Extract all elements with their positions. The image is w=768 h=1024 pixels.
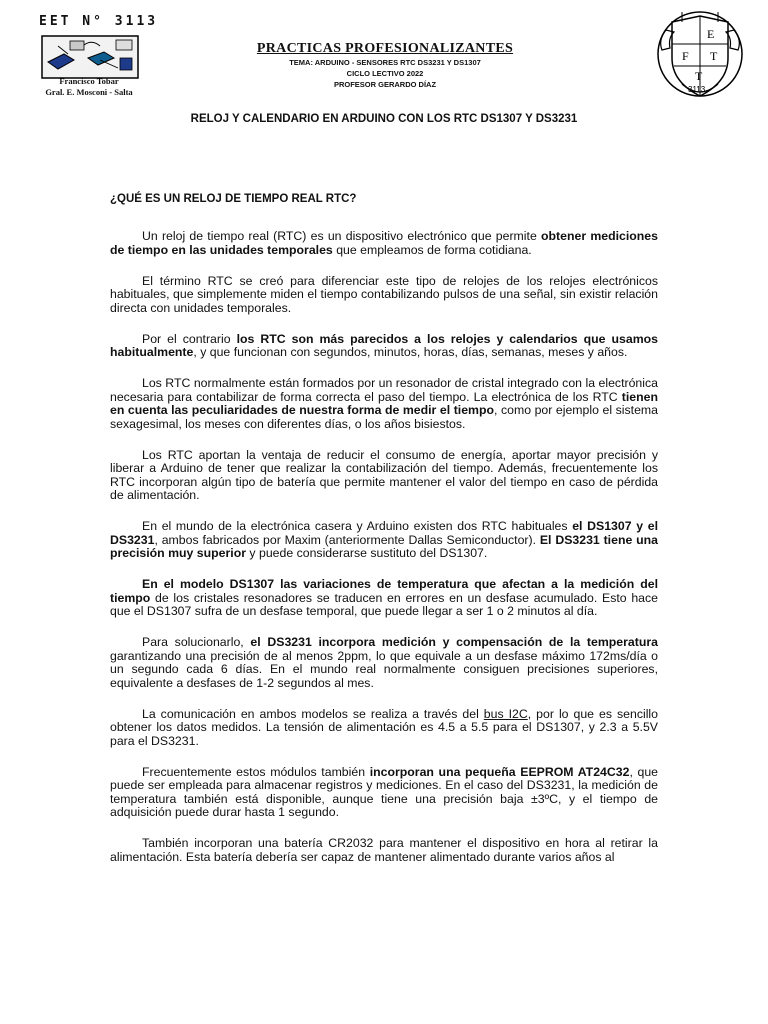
- school-line-2: Gral. E. Mosconi - Salta: [45, 87, 133, 97]
- header-cycle: CICLO LECTIVO 2022: [346, 69, 424, 78]
- crest-letter-e: E: [707, 27, 715, 41]
- school-name: EET N° 3113: [39, 14, 159, 29]
- header-info: [150, 40, 620, 90]
- school-line-1: Francisco Tobar: [59, 76, 119, 86]
- paragraph: Los RTC normalmente están formados por un resonador de cristal integrado con la electrónica necesaria para contabilizar de forma correcta el paso del tiempo. La electrónica de los RTC tienen en cuenta las peculiaridades de nuestra forma de medir el tiempo, como por ejemplo el sistema sexagesimal, los meses con diferentes días, o los años bisiestos.: [110, 376, 658, 431]
- crest-letter-t2: T: [695, 69, 703, 83]
- paragraph: En el mundo de la electrónica casera y Arduino existen dos RTC habituales el DS1307 y el DS3231, ambos fabricados por Maxim (anteriormente Dallas Semiconductor). El DS3231 tiene una precisión muy superior y puede considerarse sustituto del DS1307.: [110, 519, 658, 560]
- paragraph: Para solucionarlo, el DS3231 incorpora medición y compensación de la temperatura garantizando una precisión de al menos 2ppm, lo que equivale a un desfase máximo 172ms/día o un segundo cada 6 días. En el mundo real normalmente consiguen precisiones superiores, equivalente a desfases de 1-2 segundos al mes.: [110, 635, 658, 690]
- paragraph: El término RTC se creó para diferenciar este tipo de relojes de los relojes electrónicos habituales, que simplemente miden el tiempo contabilizando pulsos de una señal, sin existir relación directa con unidades temporales.: [110, 273, 658, 315]
- page-title: PRACTICAS PROFESIONALIZANTES: [256, 41, 514, 56]
- paragraph: En el modelo DS1307 las variaciones de temperatura que afectan a la medición del tiempo de los cristales resonadores se traducen en errores en un desfase acumulado. Esto hace que el DS1307 sufra de un desfase temporal, que puede llegar a ser 1 o 2 minutos al día.: [110, 577, 658, 618]
- paragraph: La comunicación en ambos modelos se realiza a través del bus I2C, por lo que es sencillo obtener los datos medidos. La tensión de alimentación es 4.5 a 5.5 para el DS1307, y 2.3 a 5.5V para el DS3231.: [110, 706, 658, 748]
- section-heading: ¿QUÉ ES UN RELOJ DE TIEMPO REAL RTC?: [110, 193, 357, 205]
- page-header: [0, 0, 768, 105]
- document-title: RELOJ Y CALENDARIO EN ARDUINO CON LOS RTC DS1307 Y DS3231: [190, 113, 578, 125]
- paragraph: Frecuentemente estos módulos también incorporan una pequeña EEPROM AT24C32, que puede ser empleada para almacenar registros y mediciones. En el caso del DS3231, la medición de temperatura también está disponible, aunque tiene una precisión baja ±3ºC, y el tiempo de adquisición puede durar hasta 1 segundo.: [110, 764, 659, 819]
- header-topic: TEMA: ARDUINO - SENSORES RTC DS3231 Y DS1307: [289, 58, 481, 67]
- crest-letter-t1: T: [710, 49, 718, 63]
- workbench-illustration-icon: [40, 32, 140, 82]
- crest-letter-f: F: [682, 49, 689, 63]
- paragraph: Los RTC aportan la ventaja de reducir el consumo de energía, aportar mayor precisión y liberar a Arduino de tener que realizar la contabilización del tiempo. Además, frecuentemente los RTC incorporan algún tipo de batería que permite mantener el valor del tiempo en caso de pérdida de alimentación.: [110, 447, 658, 502]
- school-logo: [30, 12, 159, 100]
- paragraph: Por el contrario los RTC son más parecidos a los relojes y calendarios que usamos habitualmente, y que funcionan con segundos, minutos, horas, días, semanas, meses y años.: [110, 331, 658, 359]
- school-crest-icon: [652, 8, 748, 104]
- crest-number: 3113: [688, 85, 706, 94]
- header-teacher: PROFESOR GERARDO DÍAZ: [333, 80, 437, 89]
- paragraph: Un reloj de tiempo real (RTC) es un dispositivo electrónico que permite obtener mediciones de tiempo en las unidades temporales que empleamos de forma cotidiana.: [110, 229, 658, 257]
- bus-i2c-link[interactable]: bus I2C: [483, 706, 528, 721]
- body-text: [110, 230, 658, 882]
- paragraph: También incorporan una batería CR2032 para mantener el dispositivo en hora al retirar la alimentación. Esta batería debería ser capaz de mantener alimentado durante varios años al: [110, 836, 658, 864]
